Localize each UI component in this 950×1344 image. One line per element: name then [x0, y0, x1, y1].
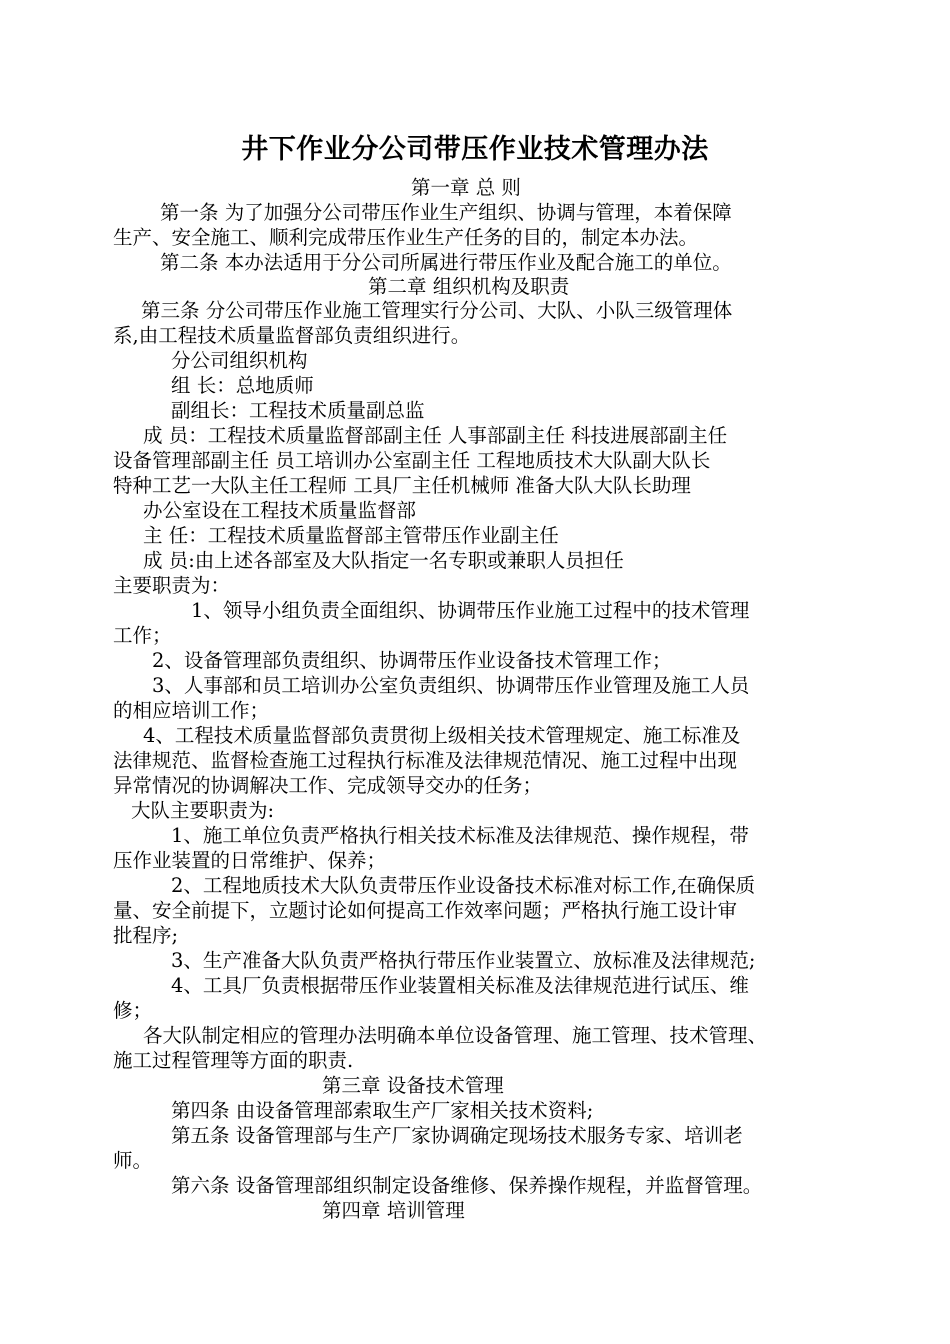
duty-4-line-1: 4、工程技术质量监督部负责贯彻上级相关技术管理规定、施工标准及 — [143, 724, 741, 747]
chapter-3-heading: 第三章 设备技术管理 — [322, 1074, 504, 1097]
members-line-3: 特种工艺一大队主任工程师 工具厂主任机械师 准备大队大队长助理 — [113, 474, 691, 497]
duty-2: 2、设备管理部负责组织、协调带压作业设备技术管理工作； — [152, 649, 672, 672]
brigade-duty-2-line-1: 2、工程地质技术大队负责带压作业设备技术标准对标工作,在确保质 — [171, 874, 756, 897]
article-1-line-2: 生产、安全施工、顺利完成带压作业生产任务的目的，制定本办法。 — [113, 226, 699, 249]
office-members: 成 员:由上述各部室及大队指定一名专职或兼职人员担任 — [143, 549, 624, 572]
article-4: 第四条 由设备管理部索取生产厂家相关技术资料; — [171, 1099, 594, 1122]
chapter-1-heading: 第一章 总 则 — [411, 176, 521, 199]
main-duties-heading: 主要职责为： — [113, 574, 231, 597]
brigade-duties-heading: 大队主要职责为: — [131, 799, 275, 822]
article-1-line-1: 第一条 为了加强分公司带压作业生产组织、协调与管理，本着保障 — [160, 201, 732, 224]
article-2: 第二条 本办法适用于分公司所属进行带压作业及配合施工的单位。 — [160, 251, 732, 274]
duty-4-line-3: 异常情况的协调解决工作、完成领导交办的任务； — [113, 774, 543, 797]
article-5-line-2: 师。 — [113, 1149, 153, 1172]
members-line-1: 成 员：工程技术质量监督部副主任 人事部副主任 科技进展部副主任 — [143, 424, 728, 447]
deputy-group-leader: 副组长：工程技术质量副总监 — [171, 399, 425, 422]
brigade-duty-2-line-2: 量、安全前提下，立题讨论如何提高工作效率问题；严格执行施工设计审 — [113, 899, 738, 922]
article-5-line-1: 第五条 设备管理部与生产厂家协调确定现场技术服务专家、培训老 — [171, 1124, 743, 1147]
office-director: 主 任：工程技术质量监督部主管带压作业副主任 — [143, 524, 559, 547]
brigade-duty-3: 3、生产准备大队负责严格执行带压作业装置立、放标准及法律规范; — [171, 949, 756, 972]
brigade-duty-1-line-1: 1、施工单位负责严格执行相关技术标准及法律规范、操作规程，带 — [171, 824, 749, 847]
brigade-duty-2-line-3: 批程序; — [113, 924, 179, 947]
org-structure-heading: 分公司组织机构 — [171, 349, 308, 372]
duty-1-line-2: 工作； — [113, 624, 172, 647]
duty-3-line-2: 的相应培训工作； — [113, 699, 270, 722]
duty-1-line-1: 1、领导小组负责全面组织、协调带压作业施工过程中的技术管理 — [191, 599, 750, 622]
duty-4-line-2: 法律规范、监督检查施工过程执行标准及法律规范情况、施工过程中出现 — [113, 749, 738, 772]
chapter-2-heading: 第二章 组织机构及职责 — [368, 275, 570, 298]
brigade-closing-line-1: 各大队制定相应的管理办法明确本单位设备管理、施工管理、技术管理、 — [143, 1024, 768, 1047]
brigade-closing-line-2: 施工过程管理等方面的职责. — [113, 1049, 354, 1072]
article-3-line-1: 第三条 分公司带压作业施工管理实行分公司、大队、小队三级管理体 — [141, 299, 733, 322]
members-line-2: 设备管理部副主任 员工培训办公室副主任 工程地质技术大队副大队长 — [113, 449, 711, 472]
brigade-duty-4-line-2: 修； — [113, 999, 153, 1022]
duty-3-line-1: 3、人事部和员工培训办公室负责组织、协调带压作业管理及施工人员 — [152, 674, 750, 697]
chapter-4-heading: 第四章 培训管理 — [322, 1199, 465, 1222]
article-6: 第六条 设备管理部组织制定设备维修、保养操作规程，并监督管理。 — [171, 1174, 763, 1197]
group-leader: 组 长：总地质师 — [171, 374, 314, 397]
article-3-line-2: 系,由工程技术质量监督部负责组织进行。 — [113, 324, 471, 347]
office-location: 办公室设在工程技术质量监督部 — [143, 499, 417, 522]
document-title: 井下作业分公司带压作业技术管理办法 — [241, 134, 709, 165]
brigade-duty-4-line-1: 4、工具厂负责根据带压作业装置相关标准及法律规范进行试压、维 — [171, 974, 749, 997]
brigade-duty-1-line-2: 压作业装置的日常维护、保养； — [113, 849, 387, 872]
